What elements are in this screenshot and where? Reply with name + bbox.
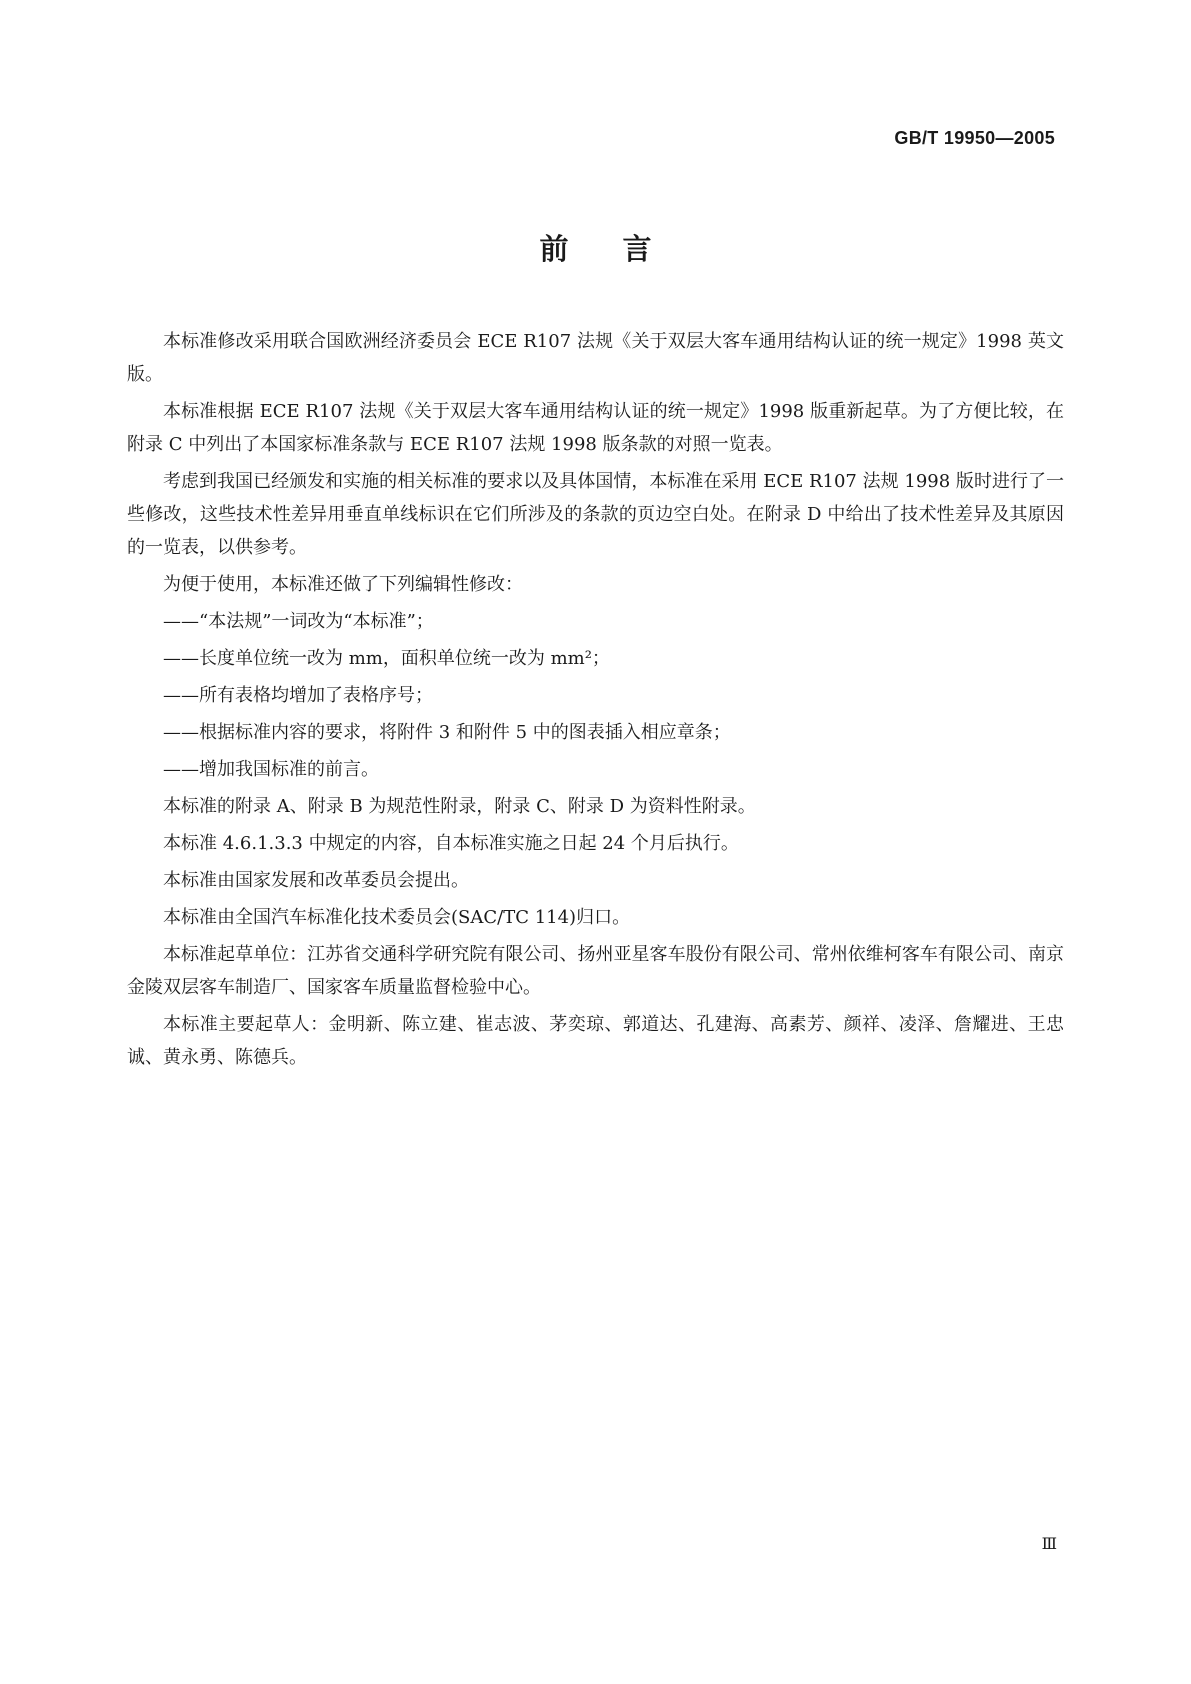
list-item-foreword-added: ——增加我国标准的前言。 <box>163 759 379 780</box>
paragraph-drafting-units: 本标准起草单位：江苏省交通科学研究院有限公司、扬州亚星客车股份有限公司、常州依维柯客车有限公司、南京金陵双层客车制造厂、国家客车质量监督检验中心。 <box>127 944 1064 998</box>
paragraph-drafters: 本标准主要起草人：金明新、陈立建、崔志波、茅奕琼、郭道达、孔建海、高素芳、颜祥、凌泽、詹耀进、王忠诚、黄永勇、陈德兵。 <box>127 1014 1064 1068</box>
paragraph-adoption: 本标准修改采用联合国欧洲经济委员会 ECE R107 法规《关于双层大客车通用结构认证的统一规定》1998 英文版。 <box>127 331 1064 385</box>
paragraph-technical-differences: 考虑到我国已经颁发和实施的相关标准的要求以及具体国情，本标准在采用 ECE R107 法规 1998 版时进行了一些修改，这些技术性差异用垂直单线标识在它们所涉及的条款的页边空白处。在附录 D 中给出了技术性差异及其原因的一览表，以供参考。 <box>127 471 1064 558</box>
foreword-body <box>127 325 1064 1078</box>
list-item-figures-inserted: ——根据标准内容的要求，将附件 3 和附件 5 中的图表插入相应章条； <box>163 722 731 743</box>
paragraph-redraft: 本标准根据 ECE R107 法规《关于双层大客车通用结构认证的统一规定》1998 版重新起草。为了方便比较，在附录 C 中列出了本国家标准条款与 ECE R107 法规 1998 版条款的对照一览表。 <box>127 401 1064 455</box>
list-item-units: ——长度单位统一改为 mm，面积单位统一改为 mm²； <box>163 648 610 669</box>
standard-code: GB/T 19950—2005 <box>894 128 1055 148</box>
paragraph-editorial-intro: 为便于使用，本标准还做了下列编辑性修改： <box>163 574 523 595</box>
page-title: 前言 <box>539 232 706 266</box>
list-item-table-numbers: ——所有表格均增加了表格序号； <box>163 685 433 706</box>
page-number: Ⅲ <box>1041 1534 1057 1553</box>
paragraph-annexes: 本标准的附录 A、附录 B 为规范性附录，附录 C、附录 D 为资料性附录。 <box>163 796 756 817</box>
paragraph-under-jurisdiction: 本标准由全国汽车标准化技术委员会(SAC/TC 114)归口。 <box>163 907 631 928</box>
paragraph-proposed-by: 本标准由国家发展和改革委员会提出。 <box>163 870 469 891</box>
list-item-term-change: ——“本法规”一词改为“本标准”； <box>163 611 434 632</box>
paragraph-effective-date: 本标准 4.6.1.3.3 中规定的内容，自本标准实施之日起 24 个月后执行。 <box>163 833 739 854</box>
